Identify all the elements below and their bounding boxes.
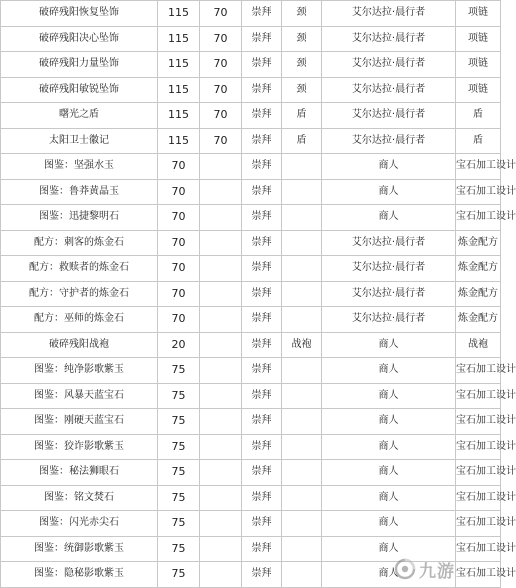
ilvl-cell — [200, 358, 242, 384]
slot-cell: 盾 — [282, 103, 322, 129]
reputation-cell: 崇拜 — [242, 332, 282, 358]
table-row — [1, 281, 501, 307]
ilvl-cell: 70 — [200, 103, 242, 129]
ilvl-cell — [200, 307, 242, 333]
item-name-cell: 图鉴：统御影歌紫玉 — [1, 536, 158, 562]
vendor-cell: 商人 — [322, 485, 456, 511]
table-row — [1, 358, 501, 384]
vendor-cell: 商人 — [322, 383, 456, 409]
type-cell: 炼金配方 — [456, 307, 501, 333]
table-row — [1, 332, 501, 358]
reputation-cell: 崇拜 — [242, 103, 282, 129]
level-cell: 115 — [158, 77, 200, 103]
table-row — [1, 179, 501, 205]
ilvl-cell — [200, 281, 242, 307]
item-name-cell: 图鉴：纯净影歌紫玉 — [1, 358, 158, 384]
slot-cell — [282, 409, 322, 435]
type-cell: 宝石加工设计 — [456, 179, 501, 205]
item-name-cell: 曙光之盾 — [1, 103, 158, 129]
level-cell: 115 — [158, 128, 200, 154]
table-row — [1, 307, 501, 333]
level-cell: 70 — [158, 205, 200, 231]
vendor-cell: 商人 — [322, 409, 456, 435]
table-row — [1, 52, 501, 78]
slot-cell: 战袍 — [282, 332, 322, 358]
reputation-cell: 崇拜 — [242, 230, 282, 256]
slot-cell — [282, 179, 322, 205]
ilvl-cell — [200, 460, 242, 486]
ilvl-cell — [200, 383, 242, 409]
item-name-cell: 图鉴：刚硬天蓝宝石 — [1, 409, 158, 435]
slot-cell — [282, 511, 322, 537]
table-row — [1, 511, 501, 537]
table-row — [1, 26, 501, 52]
ilvl-cell — [200, 409, 242, 435]
level-cell: 75 — [158, 460, 200, 486]
item-name-cell: 配方：刺客的炼金石 — [1, 230, 158, 256]
level-cell: 115 — [158, 26, 200, 52]
vendor-cell: 艾尔达拉·晨行者 — [322, 230, 456, 256]
slot-cell — [282, 205, 322, 231]
type-cell: 项链 — [456, 1, 501, 27]
item-name-cell: 破碎残阳敏锐坠饰 — [1, 77, 158, 103]
ilvl-cell: 70 — [200, 128, 242, 154]
reputation-cell: 崇拜 — [242, 281, 282, 307]
slot-cell: 颈 — [282, 52, 322, 78]
reputation-cell: 崇拜 — [242, 562, 282, 588]
vendor-cell: 艾尔达拉·晨行者 — [322, 77, 456, 103]
level-cell: 20 — [158, 332, 200, 358]
table-row — [1, 77, 501, 103]
slot-cell — [282, 358, 322, 384]
table-row — [1, 383, 501, 409]
vendor-cell: 艾尔达拉·晨行者 — [322, 1, 456, 27]
level-cell: 75 — [158, 485, 200, 511]
ilvl-cell — [200, 562, 242, 588]
type-cell: 项链 — [456, 77, 501, 103]
slot-cell — [282, 307, 322, 333]
level-cell: 115 — [158, 1, 200, 27]
level-cell: 70 — [158, 230, 200, 256]
type-cell: 宝石加工设计 — [456, 536, 501, 562]
slot-cell — [282, 230, 322, 256]
ilvl-cell — [200, 154, 242, 180]
type-cell: 宝石加工设计 — [456, 460, 501, 486]
ilvl-cell — [200, 536, 242, 562]
item-name-cell: 图鉴：坚强水玉 — [1, 154, 158, 180]
type-cell: 宝石加工设计 — [456, 154, 501, 180]
vendor-cell: 艾尔达拉·晨行者 — [322, 281, 456, 307]
slot-cell: 颈 — [282, 77, 322, 103]
level-cell: 70 — [158, 281, 200, 307]
vendor-cell: 艾尔达拉·晨行者 — [322, 103, 456, 129]
vendor-cell: 商人 — [322, 332, 456, 358]
item-name-cell: 图鉴：隐秘影歌紫玉 — [1, 562, 158, 588]
vendor-cell: 艾尔达拉·晨行者 — [322, 52, 456, 78]
level-cell: 75 — [158, 358, 200, 384]
slot-cell — [282, 485, 322, 511]
table-row — [1, 128, 501, 154]
ilvl-cell — [200, 179, 242, 205]
table-row — [1, 230, 501, 256]
slot-cell — [282, 562, 322, 588]
slot-cell: 颈 — [282, 26, 322, 52]
table-row — [1, 154, 501, 180]
vendor-cell: 商人 — [322, 511, 456, 537]
vendor-cell: 商人 — [322, 536, 456, 562]
level-cell: 70 — [158, 179, 200, 205]
ilvl-cell: 70 — [200, 1, 242, 27]
type-cell: 宝石加工设计 — [456, 562, 501, 588]
slot-cell: 盾 — [282, 128, 322, 154]
table-row — [1, 434, 501, 460]
slot-cell — [282, 281, 322, 307]
level-cell: 70 — [158, 154, 200, 180]
type-cell: 战袍 — [456, 332, 501, 358]
reputation-cell: 崇拜 — [242, 383, 282, 409]
vendor-cell: 艾尔达拉·晨行者 — [322, 256, 456, 282]
type-cell: 炼金配方 — [456, 256, 501, 282]
table-row — [1, 485, 501, 511]
slot-cell: 颈 — [282, 1, 322, 27]
item-name-cell: 图鉴：迅捷黎明石 — [1, 205, 158, 231]
slot-cell — [282, 434, 322, 460]
vendor-cell: 商人 — [322, 205, 456, 231]
vendor-cell: 艾尔达拉·晨行者 — [322, 307, 456, 333]
item-name-cell: 图鉴：风暴天蓝宝石 — [1, 383, 158, 409]
reputation-cell: 崇拜 — [242, 77, 282, 103]
reputation-cell: 崇拜 — [242, 485, 282, 511]
item-name-cell: 图鉴：铭文焚石 — [1, 485, 158, 511]
item-name-cell: 图鉴：闪光赤尖石 — [1, 511, 158, 537]
item-name-cell: 配方：守护者的炼金石 — [1, 281, 158, 307]
reputation-cell: 崇拜 — [242, 128, 282, 154]
items-table-body — [1, 1, 516, 588]
reputation-cell: 崇拜 — [242, 536, 282, 562]
item-name-cell: 图鉴：鲁莽黄晶玉 — [1, 179, 158, 205]
table-row — [1, 409, 501, 435]
watermark-text: 九游 — [419, 561, 455, 582]
vendor-cell: 商人 — [322, 358, 456, 384]
vendor-cell: 商人 — [322, 434, 456, 460]
level-cell: 75 — [158, 562, 200, 588]
reputation-cell: 崇拜 — [242, 256, 282, 282]
type-cell: 项链 — [456, 52, 501, 78]
slot-cell — [282, 383, 322, 409]
ilvl-cell — [200, 332, 242, 358]
slot-cell — [282, 536, 322, 562]
ilvl-cell — [200, 230, 242, 256]
reputation-cell: 崇拜 — [242, 1, 282, 27]
level-cell: 115 — [158, 103, 200, 129]
table-row — [1, 205, 501, 231]
reputation-cell: 崇拜 — [242, 511, 282, 537]
type-cell: 盾 — [456, 103, 501, 129]
reputation-cell: 崇拜 — [242, 409, 282, 435]
type-cell: 宝石加工设计 — [456, 511, 501, 537]
type-cell: 炼金配方 — [456, 230, 501, 256]
vendor-cell: 商人 — [322, 562, 456, 588]
item-name-cell: 太阳卫士徽记 — [1, 128, 158, 154]
table-row — [1, 1, 501, 27]
reputation-cell: 崇拜 — [242, 434, 282, 460]
table-row — [1, 460, 501, 486]
jiuyou-logo-icon — [394, 558, 416, 580]
reputation-cell: 崇拜 — [242, 205, 282, 231]
item-name-cell: 配方：救赎者的炼金石 — [1, 256, 158, 282]
level-cell: 70 — [158, 307, 200, 333]
type-cell: 宝石加工设计 — [456, 383, 501, 409]
reputation-cell: 崇拜 — [242, 307, 282, 333]
item-name-cell: 图鉴：秘法狮眼石 — [1, 460, 158, 486]
table-row — [1, 256, 501, 282]
ilvl-cell — [200, 511, 242, 537]
vendor-cell: 商人 — [322, 460, 456, 486]
item-name-cell: 破碎残阳恢复坠饰 — [1, 1, 158, 27]
type-cell: 宝石加工设计 — [456, 485, 501, 511]
ilvl-cell: 70 — [200, 26, 242, 52]
level-cell: 75 — [158, 383, 200, 409]
level-cell: 75 — [158, 511, 200, 537]
table-row — [1, 103, 501, 129]
reputation-cell: 崇拜 — [242, 52, 282, 78]
type-cell: 盾 — [456, 128, 501, 154]
vendor-cell: 艾尔达拉·晨行者 — [322, 26, 456, 52]
watermark — [394, 556, 494, 582]
type-cell: 宝石加工设计 — [456, 409, 501, 435]
item-name-cell: 破碎残阳战袍 — [1, 332, 158, 358]
type-cell: 宝石加工设计 — [456, 205, 501, 231]
reputation-cell: 崇拜 — [242, 154, 282, 180]
level-cell: 75 — [158, 409, 200, 435]
vendor-cell: 艾尔达拉·晨行者 — [322, 128, 456, 154]
type-cell: 宝石加工设计 — [456, 358, 501, 384]
ilvl-cell — [200, 256, 242, 282]
vendor-cell: 商人 — [322, 179, 456, 205]
reputation-cell: 崇拜 — [242, 358, 282, 384]
type-cell: 宝石加工设计 — [456, 434, 501, 460]
slot-cell — [282, 256, 322, 282]
item-name-cell: 破碎残阳决心坠饰 — [1, 26, 158, 52]
level-cell: 75 — [158, 536, 200, 562]
item-name-cell: 破碎残阳力量坠饰 — [1, 52, 158, 78]
reputation-cell: 崇拜 — [242, 179, 282, 205]
ilvl-cell: 70 — [200, 52, 242, 78]
reputation-cell: 崇拜 — [242, 460, 282, 486]
level-cell: 75 — [158, 434, 200, 460]
ilvl-cell — [200, 434, 242, 460]
item-name-cell: 图鉴：狡诈影歌紫玉 — [1, 434, 158, 460]
slot-cell — [282, 154, 322, 180]
ilvl-cell — [200, 205, 242, 231]
slot-cell — [282, 460, 322, 486]
item-name-cell: 配方：巫师的炼金石 — [1, 307, 158, 333]
vendor-cell: 商人 — [322, 154, 456, 180]
type-cell: 项链 — [456, 26, 501, 52]
ilvl-cell — [200, 485, 242, 511]
type-cell: 炼金配方 — [456, 281, 501, 307]
reputation-cell: 崇拜 — [242, 26, 282, 52]
level-cell: 70 — [158, 256, 200, 282]
level-cell: 115 — [158, 52, 200, 78]
ilvl-cell: 70 — [200, 77, 242, 103]
